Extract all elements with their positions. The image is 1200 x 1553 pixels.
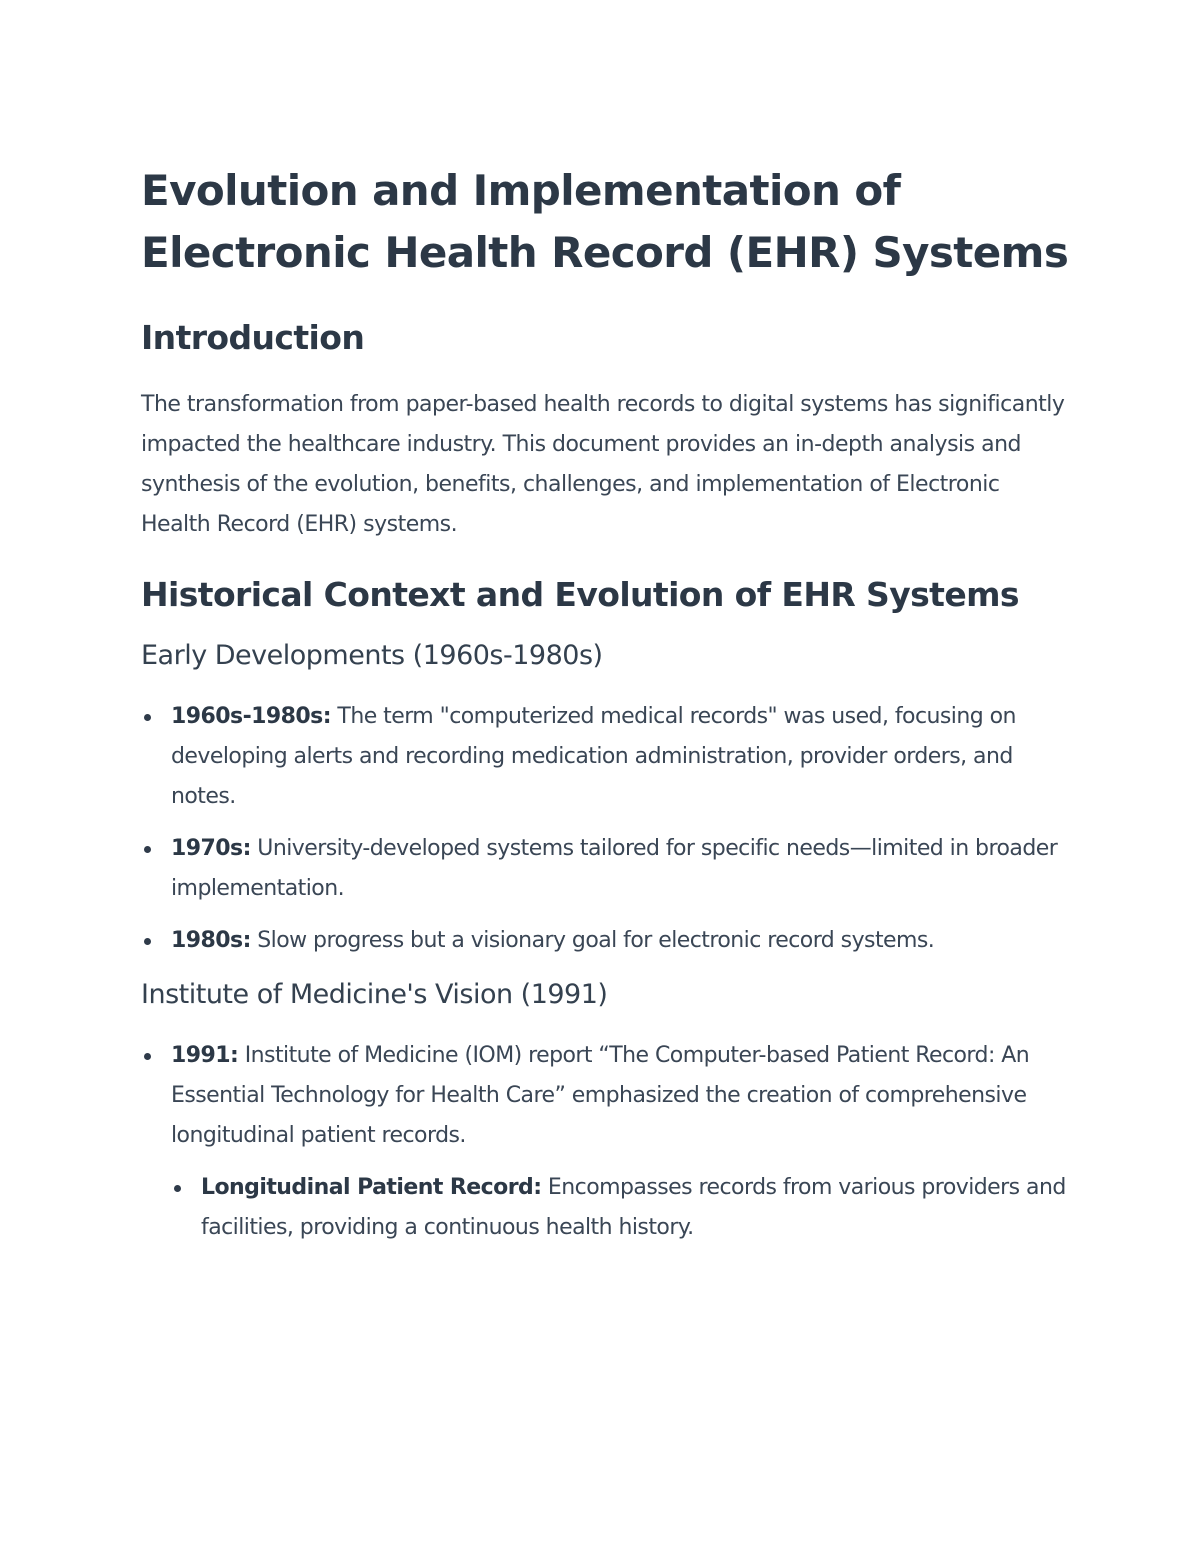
list-item <box>141 829 1071 909</box>
early-developments-heading: Early Developments (1960s-1980s) <box>141 640 603 671</box>
historical-context-heading: Historical Context and Evolution of EHR Systems <box>141 575 1019 614</box>
iom-vision-list <box>141 1036 1071 1156</box>
document-title: Evolution and Implementation of Electronic Health Record (EHR) Systems <box>141 166 1069 277</box>
document-page <box>141 160 1071 1248</box>
list-item-term: 1960s-1980s: <box>171 704 331 729</box>
introduction-paragraph: The transformation from paper-based health records to digital systems has significantly impacted the healthcare industry. This document provides an in-depth analysis and synthesis of the evolution, benefits, challenges, and implementation of Electronic Health Record (EHR) systems. <box>141 392 1065 537</box>
early-developments-list <box>141 697 1071 961</box>
list-item-text: Slow progress but a visionary goal for electronic record systems. <box>250 928 935 953</box>
list-item-text: Institute of Medicine (IOM) report “The Computer-based Patient Record: An Essential Technology for Health Care” emphasized the creation of comprehensive longitudinal patient records. <box>171 1043 1030 1148</box>
iom-vision-heading: Institute of Medicine's Vision (1991) <box>141 979 608 1010</box>
list-item-term: Longitudinal Patient Record: <box>201 1175 542 1200</box>
list-item-term: 1970s: <box>171 836 251 861</box>
list-item-term: 1980s: <box>171 928 251 953</box>
nested-list-item <box>171 1168 1071 1248</box>
list-item <box>141 1036 1071 1156</box>
iom-nested-list <box>171 1168 1071 1248</box>
list-item-text: University-developed systems tailored for specific needs—limited in broader implementation. <box>171 836 1058 901</box>
list-item-text: The term "computerized medical records" was used, focusing on developing alerts and recording medication administration, provider orders, and notes. <box>171 704 1016 809</box>
list-item <box>141 697 1071 817</box>
list-item-text: Encompasses records from various providers and facilities, providing a continuous health history. <box>201 1175 1066 1240</box>
introduction-heading: Introduction <box>141 318 365 357</box>
list-item <box>141 921 1071 961</box>
list-item-term: 1991: <box>171 1043 239 1068</box>
